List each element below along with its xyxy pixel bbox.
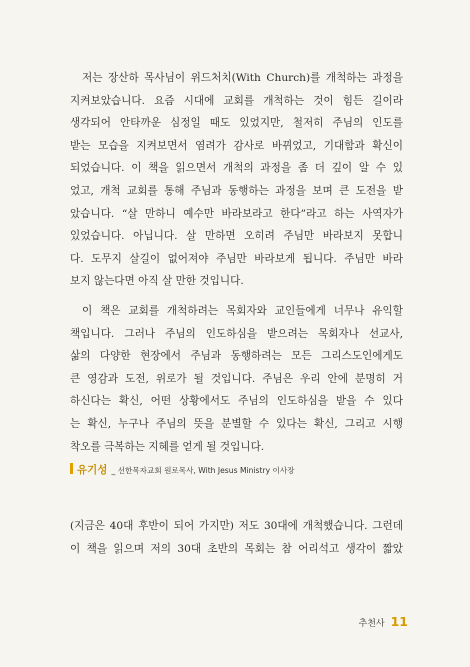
- author-role: _ 선한목자교회 원로목사, With Jesus Ministry 이사장: [111, 466, 295, 475]
- text-line: 다. 도무지 살길이 없어져야 주님만 바라보게 됩니다. 주님만 바라: [70, 252, 403, 265]
- text-line: 되었습니다. 이 책을 읽으면서 개척의 과정을 좀 더 깊이 알 수 있: [70, 162, 403, 175]
- page-footer: [359, 611, 409, 630]
- text-line: 지켜보았습니다. 요즘 시대에 교회를 개척하는 것이 힘든 길이라: [70, 94, 403, 107]
- text-line: 받는 모습을 지켜보면서 염려가 감사로 바뀌었고, 기대함과 확신이: [70, 139, 403, 152]
- text-line: 생각되어 안타까운 심정일 때도 있었지만, 철저히 주님의 인도를: [70, 117, 403, 130]
- text-line: 았습니다. “살 만하니 예수만 바라보라고 한다”라고 하는 사역자가: [70, 207, 403, 220]
- text-line: (지금은 40대 후반이 되어 가지만) 저도 30대에 개척했습니다. 그런데: [70, 520, 403, 532]
- paragraph-1: [70, 67, 403, 293]
- text-line: 이 책은 교회를 개척하려는 목회자와 교인들에게 너무나 유익할: [82, 305, 403, 317]
- paragraph-2: [70, 300, 403, 458]
- section-label: 추천사: [358, 619, 385, 629]
- text-line: 착오를 극복하는 지혜를 얻게 될 것입니다.: [70, 440, 265, 453]
- text-line: 삶의 다양한 현장에서 주님과 동행하려는 모든 그리스도인에게도: [70, 350, 403, 363]
- text-line: 저는 장산하 목사님이 위드처치(With Church)를 개척하는 과정을: [82, 72, 403, 84]
- author-attribution: [70, 462, 295, 477]
- author-name: 유기성: [77, 464, 108, 476]
- text-line: 책입니다. 그러나 주님의 인도하심을 받으려는 목회자나 선교사,: [70, 327, 403, 340]
- text-line: 보지 않는다면 아직 살 만한 것입니다.: [70, 275, 244, 288]
- text-line: 하신다는 확신, 어떤 상황에서도 주님의 인도하심을 받을 수 있다: [70, 395, 403, 408]
- paragraph-3: [70, 515, 403, 560]
- accent-bar: [70, 463, 73, 474]
- text-line: 있었습니다. 아닙니다. 살 만하면 오히려 주님만 바라보지 못합니: [70, 230, 403, 243]
- text-line: 었고, 개척 교회를 통해 주님과 동행하는 과정을 보며 큰 도전을 받: [70, 184, 403, 197]
- text-line: 는 확신, 누구나 주님의 뜻을 분별할 수 있다는 확신, 그리고 시행: [70, 417, 403, 430]
- page-number: 11: [390, 614, 408, 629]
- text-line: 큰 영감과 도전, 위로가 될 것입니다. 주님은 우리 안에 분명히 거: [70, 372, 403, 385]
- text-line: 이 책을 읽으며 저의 30대 초반의 목회는 참 어리석고 생각이 짧았: [70, 542, 403, 555]
